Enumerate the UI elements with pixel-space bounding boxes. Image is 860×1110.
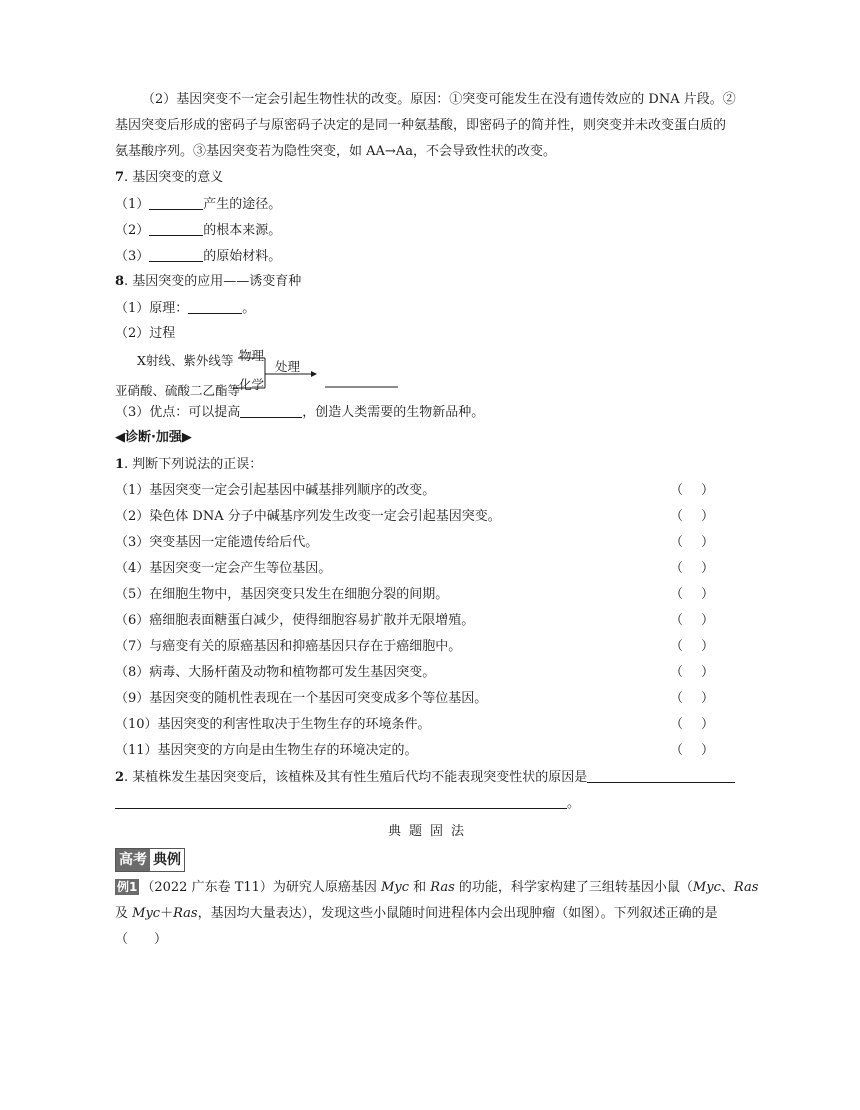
bracket-close: ） <box>700 665 714 680</box>
item-text: 。 <box>242 301 256 316</box>
bracket-open: （ <box>670 717 684 732</box>
text-line: 氨基酸序列。③基因突变若为隐性突变，如 AA→Aa，不会导致性状的改变。 <box>115 144 556 159</box>
fill-blank[interactable] <box>149 247 203 262</box>
text-line: （2）基因突变不一定会引起生物性状的改变。原因：①突变可能发生在没有遗传效应的 DNA 片段。② <box>142 92 736 107</box>
bracket-open: （ <box>670 509 684 524</box>
answer-bracket[interactable] <box>670 560 714 578</box>
answer-bracket[interactable] <box>670 534 714 552</box>
bracket-open: （ <box>670 587 684 602</box>
answer-blank[interactable] <box>587 768 735 783</box>
fill-blank[interactable] <box>240 403 302 418</box>
bracket-close: ） <box>700 509 714 524</box>
gene-name: Ras <box>173 906 198 921</box>
section-number: 8 <box>115 274 125 289</box>
judgment-item: （7）与癌变有关的原癌基因和抑癌基因只存在于癌细胞中。 <box>115 639 462 654</box>
physical-label: 物理 <box>239 348 265 363</box>
bracket-open: （ <box>670 535 684 550</box>
answer-bracket[interactable] <box>670 586 714 604</box>
answer-bracket[interactable] <box>670 612 714 630</box>
judgment-item: （3）突变基因一定能遗传给后代。 <box>115 535 319 550</box>
judgment-item: （10）基因突变的利害性取决于生物生存的环境条件。 <box>115 717 431 732</box>
gene-name: Myc <box>692 880 721 895</box>
judgment-item: （9）基因突变的随机性表现在一个基因可突变成多个等位基因。 <box>115 691 488 706</box>
bracket-close: ） <box>700 561 714 576</box>
text: 和 <box>409 880 431 895</box>
text: 的功能，科学家构建了三组转基因小鼠（ <box>454 880 693 895</box>
section-8-title <box>115 273 301 291</box>
text: 及 <box>115 906 133 921</box>
answer-bracket[interactable] <box>670 716 714 734</box>
judgment-item: （11）基因突变的方向是由生物生存的环境决定的。 <box>115 743 418 758</box>
bracket-open: （ <box>670 743 684 758</box>
answer-bracket[interactable] <box>670 690 714 708</box>
section-heading: . 基因突变的意义 <box>124 170 224 185</box>
gene-name: Myc <box>132 906 161 921</box>
question-1 <box>115 456 262 474</box>
bracket-close: ） <box>700 717 714 732</box>
text-line: 基因突变后形成的密码子与原密码子决定的是同一种氨基酸，即密码子的简并性，则突变并未改变蛋白质的 <box>115 118 727 133</box>
answer-bracket[interactable] <box>670 742 714 760</box>
bracket-open: （ <box>670 561 684 576</box>
bracket-open: （ <box>670 691 684 706</box>
item-prefix: （1） <box>115 197 150 212</box>
judgment-item: （1）基因突变一定会引起基因中碱基排列顺序的改变。 <box>115 483 436 498</box>
item-prefix: （3） <box>115 249 150 264</box>
text: 、 <box>720 880 734 895</box>
section-7-item-3 <box>115 247 281 266</box>
item-prefix: （2） <box>115 223 150 238</box>
question-text: 。 <box>567 796 581 811</box>
bracket-open: （ <box>670 613 684 628</box>
example-line-1 <box>115 879 758 897</box>
chemical-agents-label: 亚硝酸、硫酸二乙酯等 <box>115 383 241 398</box>
section-7-item-1 <box>115 195 281 214</box>
question-2-continued <box>115 794 580 813</box>
example-line-2 <box>115 905 718 923</box>
gaokao-example-badge <box>115 848 185 872</box>
bracket-close: ） <box>700 535 714 550</box>
section-7-item-2 <box>115 221 281 240</box>
bracket-open: （ <box>670 639 684 654</box>
item-text: 的根本来源。 <box>203 223 282 238</box>
answer-bracket[interactable] <box>670 508 714 526</box>
bracket-close: ） <box>700 743 714 758</box>
example-label: 例1 <box>117 880 138 894</box>
judgment-item: （2）染色体 DNA 分子中碱基序列发生改变一定会引起基因突变。 <box>115 509 501 524</box>
text: （2022 广东卷 T11）为研究人原癌基因 <box>141 880 382 895</box>
question-text: . 判断下列说法的正误： <box>124 457 263 472</box>
answer-bracket[interactable] <box>670 664 714 682</box>
section-number: 7 <box>115 170 125 185</box>
question-2 <box>115 768 735 787</box>
diagnosis-header: ◀诊断·加强▶ <box>115 430 192 445</box>
item-text: 的原始材料。 <box>203 249 282 264</box>
item-text: ，创造人类需要的生物新品种。 <box>302 405 485 420</box>
bracket-close: ） <box>700 639 714 654</box>
judgment-item: （8）病毒、大肠杆菌及动物和植物都可发生基因突变。 <box>115 665 436 680</box>
item-text: 产生的途径。 <box>203 197 282 212</box>
item-prefix: （3）优点：可以提高 <box>115 405 241 420</box>
question-number: 1 <box>115 457 125 472</box>
advantage-line <box>115 403 484 422</box>
physical-agents-label: X射线、紫外线等 <box>137 353 234 368</box>
judgment-item: （6）癌细胞表面糖蛋白减少，使得细胞容易扩散并无限增殖。 <box>115 613 475 628</box>
text: ，基因均大量表达），发现这些小鼠随时间进程体内会出现肿瘤（如图）。下列叙述正确的是 <box>197 906 718 921</box>
bracket-open: （ <box>670 665 684 680</box>
example-line-3: （ ） <box>115 932 168 947</box>
fill-blank[interactable] <box>149 221 203 236</box>
answer-blank[interactable] <box>115 794 567 809</box>
section-title: 典题固法 <box>387 824 472 839</box>
badge-part: 高考 <box>116 849 150 871</box>
section-7-title <box>115 169 223 187</box>
chemical-label: 化学 <box>239 377 265 392</box>
judgment-item: （5）在细胞生物中，基因突变只发生在细胞分裂的间期。 <box>115 587 449 602</box>
gene-name: Ras <box>430 880 455 895</box>
bracket-close: ） <box>700 587 714 602</box>
bracket-open: （ <box>670 483 684 498</box>
mutation-breeding-diagram <box>115 345 415 398</box>
text: ＋ <box>160 906 174 921</box>
answer-bracket[interactable] <box>670 482 714 500</box>
fill-blank[interactable] <box>149 195 203 210</box>
bracket-close: ） <box>700 613 714 628</box>
question-text: . 某植株发生基因突变后，该植株及其有性生殖后代均不能表现突变性状的原因是 <box>124 770 588 785</box>
bracket-close: ） <box>700 691 714 706</box>
item-prefix: （1）原理： <box>115 301 189 316</box>
process-label: （2）过程 <box>115 326 176 341</box>
question-number: 2 <box>115 770 125 785</box>
fill-blank[interactable] <box>188 299 242 314</box>
answer-bracket[interactable] <box>670 638 714 656</box>
section-heading: . 基因突变的应用——诱变育种 <box>124 274 302 289</box>
treat-label: 处理 <box>275 359 301 374</box>
gene-name: Myc <box>381 880 409 895</box>
gene-name: Ras <box>733 880 759 895</box>
principle-line <box>115 299 255 318</box>
bracket-close: ） <box>700 483 714 498</box>
badge-part: 典例 <box>150 849 184 871</box>
judgment-item: （4）基因突变一定会产生等位基因。 <box>115 561 332 576</box>
